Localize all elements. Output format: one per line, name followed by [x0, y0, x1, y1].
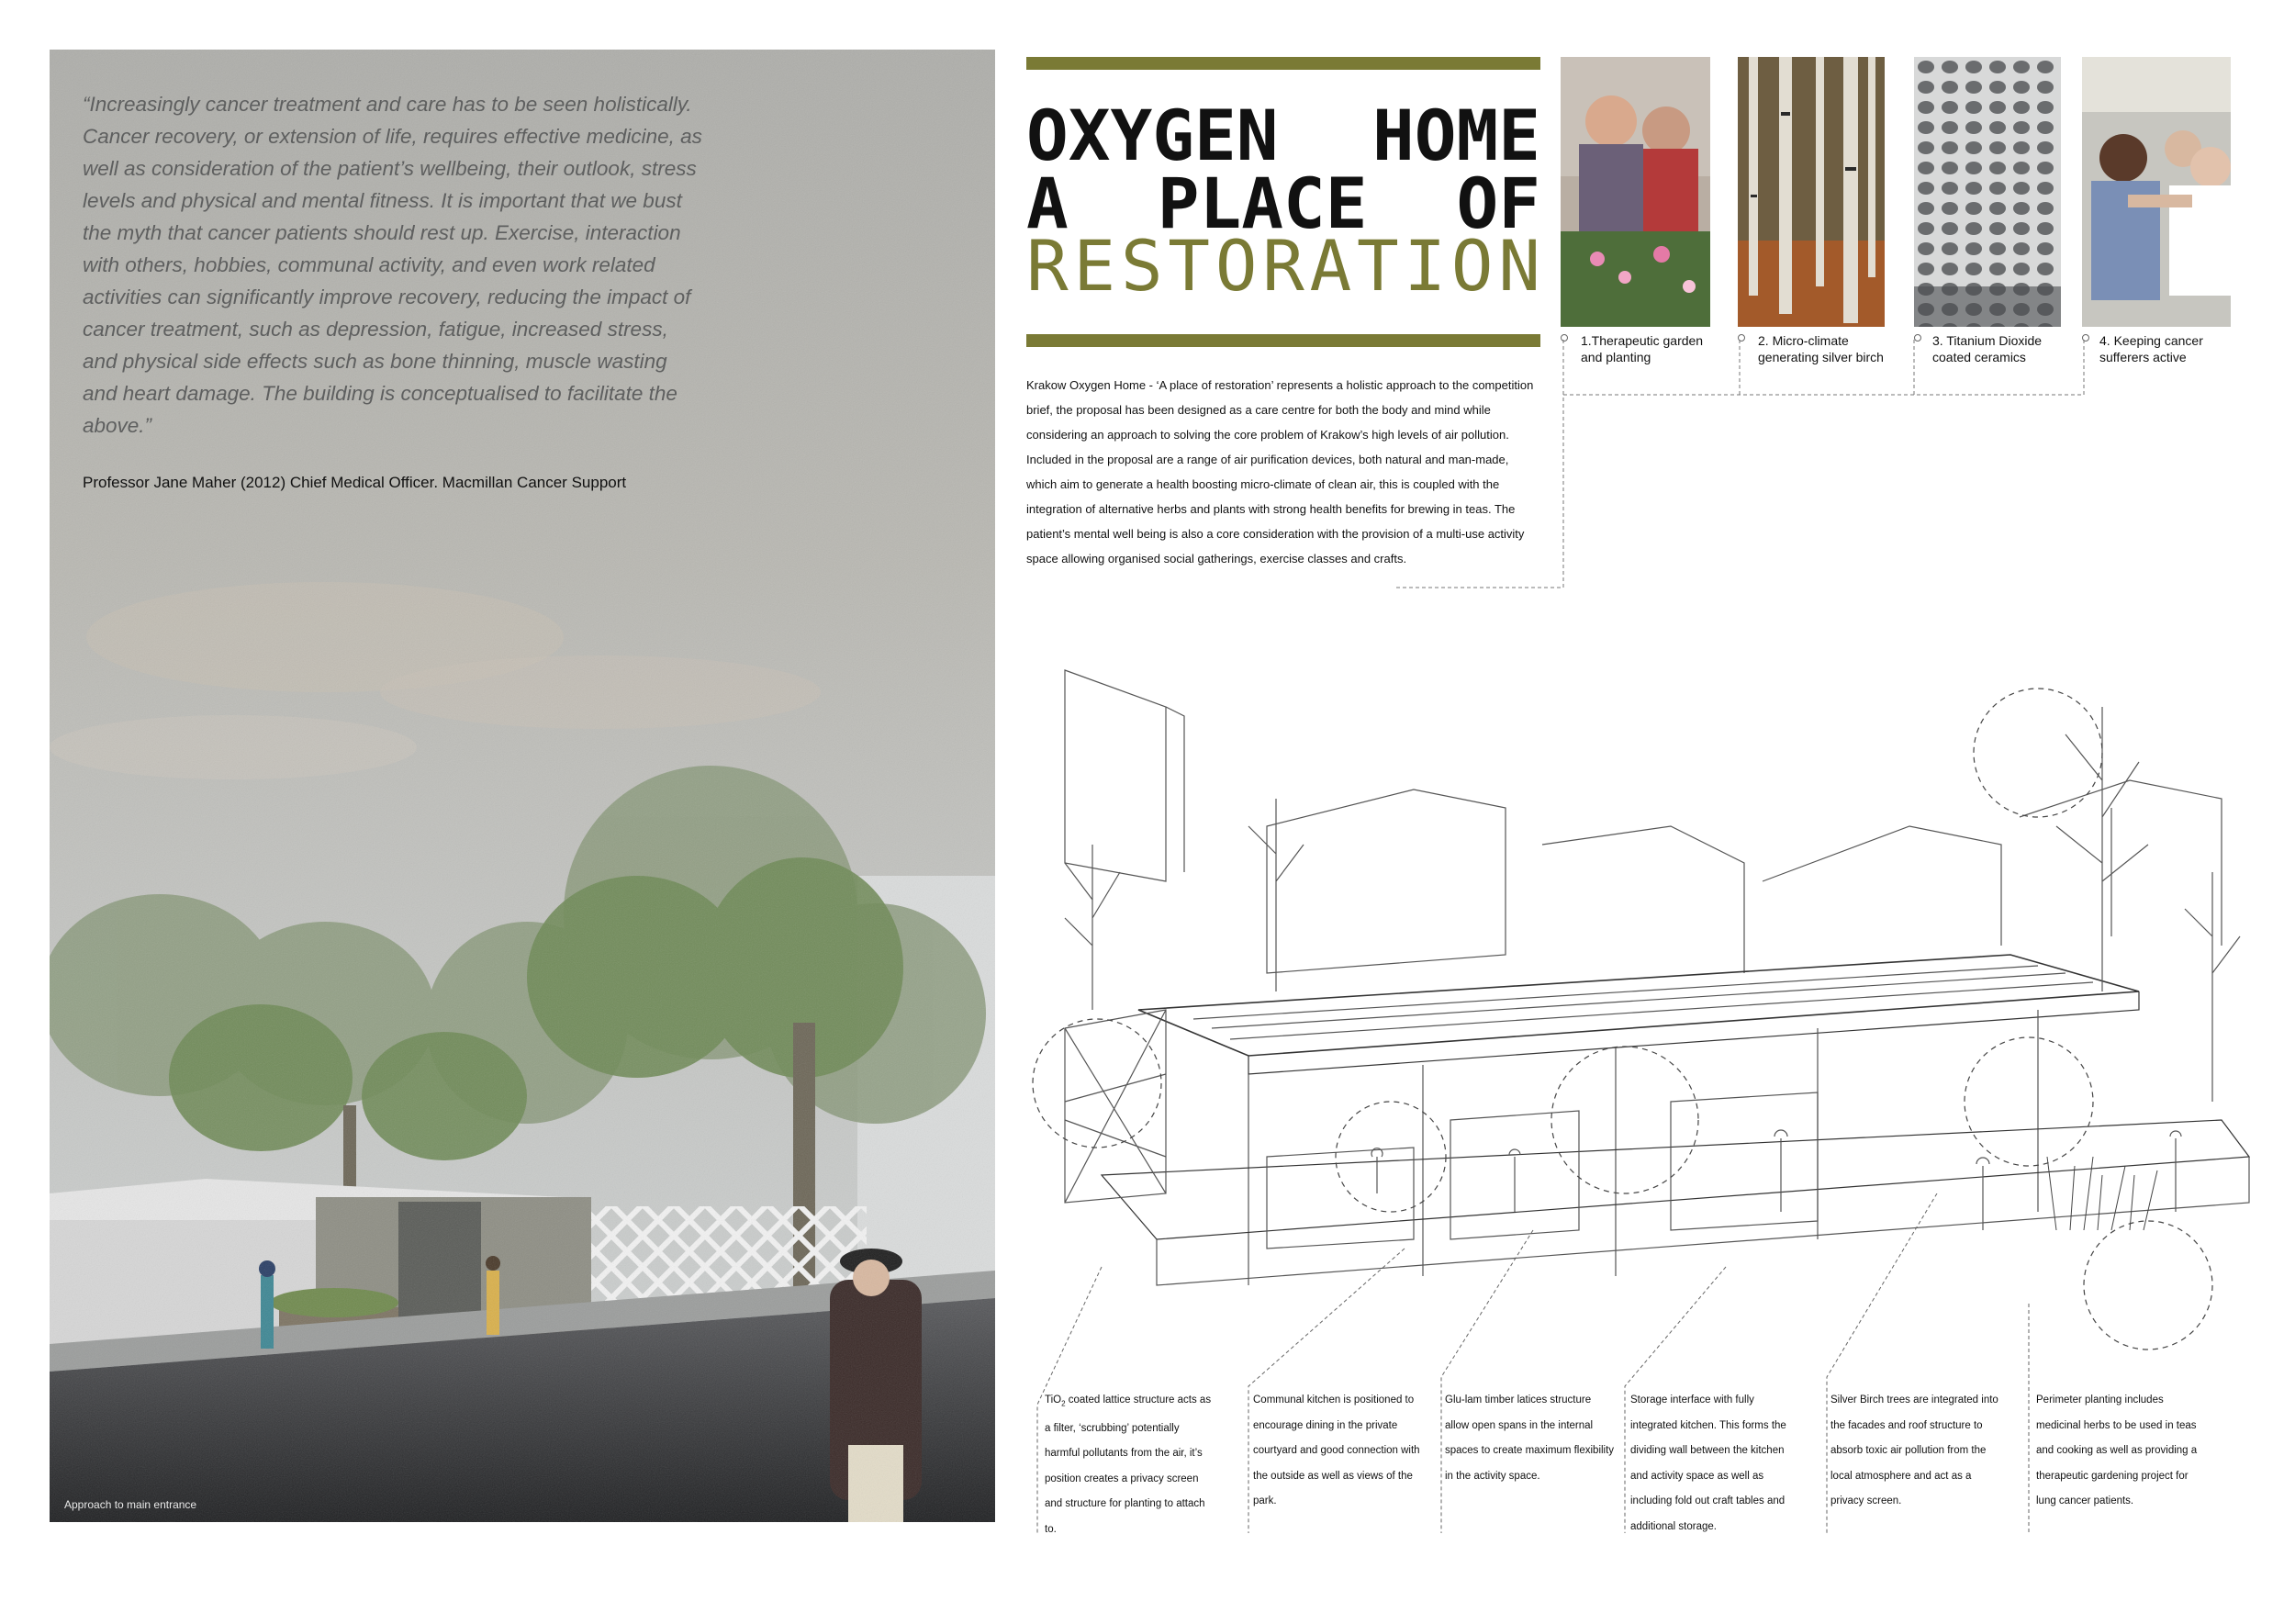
- render-caption: Approach to main entrance: [64, 1498, 197, 1511]
- photo-caption: 2. Micro-climate generating silver birch: [1758, 333, 1884, 364]
- annotation-text: coated lattice structure acts as a filter, ‘scrubbing’ potentially harmful pollutants from the air, it’s position creates a privacy screen and structure for planting to attach to.: [1045, 1394, 1212, 1535]
- annotation-text: TiO: [1045, 1394, 1062, 1406]
- title-letter: E: [1073, 225, 1116, 307]
- title-letter: R: [1026, 225, 1069, 307]
- photo-leader-lines: [1377, 330, 2295, 606]
- title-letter: O: [1450, 225, 1494, 307]
- title-letter: T: [1168, 225, 1211, 307]
- title-word: OXYGEN: [1026, 95, 1279, 176]
- title-line-1: [1026, 95, 1540, 176]
- title-word: PLACE: [1157, 162, 1368, 244]
- annotation-kitchen: Communal kitchen is positioned to encourage dining in the private courtyard and good connection with the outside as well as views of the park.: [1253, 1394, 1420, 1506]
- title-letter: R: [1262, 225, 1304, 307]
- photo-caption: 4. Keeping cancer sufferers active: [2099, 333, 2203, 364]
- title-letter: A: [1309, 225, 1352, 307]
- quote-attribution: Professor Jane Maher (2012) Chief Medical Officer. Macmillan Cancer Support: [83, 474, 627, 491]
- annotation-silver-birch: Silver Birch trees are integrated into the facades and roof structure to absorb toxic air pollution from the local atmosphere and act as a privacy screen.: [1830, 1394, 1998, 1506]
- title-letter: N: [1498, 225, 1540, 307]
- annotation-subscript: 2: [1061, 1399, 1066, 1408]
- photo-titanium-ceramics: [1914, 57, 2061, 327]
- annotation-lattice: [1045, 1388, 1215, 1542]
- title-letter: I: [1404, 225, 1447, 307]
- title-letter: T: [1356, 225, 1399, 307]
- photo-keeping-active: [2082, 57, 2231, 327]
- photo-silver-birch: [1738, 57, 1885, 327]
- annotation-glulam: Glu-lam timber latices structure allow open spans in the internal spaces to create maximum flexibility in the activity space.: [1445, 1394, 1615, 1482]
- photo-therapeutic-garden: [1561, 57, 1710, 327]
- photo-caption: 1.Therapeutic garden and planting: [1581, 333, 1704, 364]
- quote-text: “Increasingly cancer treatment and care has to be seen holistically. Cancer recovery, or extension of life, requires effective medicine, as well as consideration of the patient’s wellbeing, their outlook, stress levels and physical and mental fitness. It is important that we bust the myth that cancer patients should rest up. Exercise, interaction with others, hobbies, communal activity, and even work related activities can significantly improve recovery, reducing the impact of cancer treatment, such as depression, fatigue, increased stress, and physical side effects such as bone thinning, muscle wasting and heart damage. The building is conceptualised to facilitate the above.”: [83, 93, 702, 437]
- intro-paragraph: Krakow Oxygen Home - ‘A place of restoration’ represents a holistic approach to the competition brief, the proposal has been designed as a care centre for both the body and mind while considering an approach to solving the core problem of Krakow’s high levels of air pollution. Included in the proposal are a range of air purification devices, both natural and man-made, which aim to generate a health boosting micro-climate of clean air, this is coupled with the integration of alternative herbs and plants with strong health benefits for brewing in teas. The patient’s mental well being is also a core consideration with the provision of a multi-use activity space allowing organised social gatherings, exercise classes and crafts.: [1026, 378, 1534, 566]
- title-word: HOME: [1371, 95, 1540, 176]
- annotation-storage: Storage interface with fully integrated kitchen. This forms the dividing wall between the kitchen and activity space as well as including fold out craft tables and additional storage.: [1630, 1394, 1786, 1532]
- title-line-3: [1026, 225, 1540, 307]
- title-letter: O: [1215, 225, 1258, 307]
- annotation-perimeter-planting: Perimeter planting includes medicinal herbs to be used in teas and cooking as well as providing a therapeutic gardening project for lung cancer patients.: [2036, 1394, 2198, 1506]
- title-word: OF: [1456, 162, 1540, 244]
- photo-caption: 3. Titanium Dioxide coated ceramics: [1932, 333, 2043, 364]
- title-letter: S: [1120, 225, 1163, 307]
- title-top-bar: [1026, 57, 1540, 70]
- title-word: A: [1026, 162, 1069, 244]
